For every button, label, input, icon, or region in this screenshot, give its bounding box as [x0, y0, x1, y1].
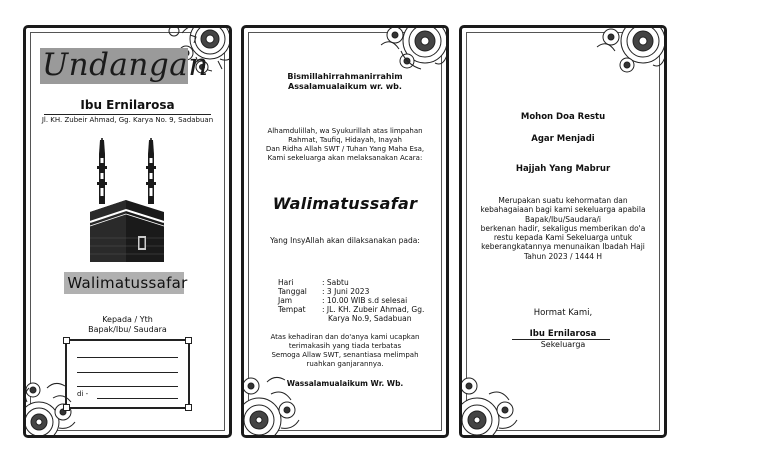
event-details [278, 278, 446, 323]
recipient-address-box [65, 339, 190, 409]
honor-line: Bapak/Ibu/Saudara/i [525, 214, 601, 224]
address-prefix: di - [77, 390, 89, 398]
day-value: : Sabtu [322, 278, 349, 287]
invitation-cover-card [23, 25, 232, 438]
intro-paragraph [244, 127, 446, 163]
host-address: Jl. KH. Zubeir Ahmad, Gg. Karya No. 9, Sadabuan [41, 116, 214, 124]
honor-line: Tahun 2023 / 1444 H [523, 251, 603, 261]
honor-paragraph [462, 196, 664, 261]
prayer-request-heading: Mohon Doa Restu [520, 112, 606, 122]
honor-line: keberangkatannya menunaikan Ibadah Haji [481, 242, 645, 252]
host-name: Ibu Ernilarosa [80, 98, 175, 112]
address-line [77, 386, 178, 387]
honor-line: berkenan hadir, sekaligus memberikan do'a [480, 223, 646, 233]
thanks-line: Atas kehadiran dan do'anya kami ucapkan [270, 333, 420, 341]
held-on-text: Yang InsyAllah akan dilaksanakan pada: [270, 236, 420, 245]
prayer-request-sub: Agar Menjadi [531, 134, 595, 144]
recipient-sub-label: Bapak/Ibu/ Saudara [88, 325, 167, 334]
mandala-ornament-icon [241, 360, 307, 438]
thanks-line: ruahkan ganjarannya. [306, 360, 384, 368]
recipient-label: Kepada / Yth [102, 315, 153, 324]
closing-salam: Wassalamualaikum Wr. Wb. [286, 379, 404, 388]
invitation-back-card [459, 25, 667, 438]
thanks-line: Semoga Allaw SWT, senantiasa melimpah [271, 351, 419, 359]
basmalah-text: Bismillahirrahmanirrahim [287, 72, 403, 81]
regards-text: Hormat Kami, [533, 308, 593, 318]
honor-line: kebahagaiaan bagi kami sekeluarga apabila [480, 205, 646, 215]
thanks-paragraph [244, 333, 446, 369]
time-value: : 10.00 WIB s.d selesai [322, 296, 408, 305]
intro-line: Rahmat, Taufiq, Hidayah, Inayah [288, 136, 402, 144]
signer-name: Ibu Ernilarosa [529, 329, 597, 339]
mandala-ornament-icon [589, 25, 667, 79]
address-line [97, 398, 178, 399]
intro-line: Alhamdulillah, wa Syukurillah atas limpahan [267, 127, 423, 135]
address-line [77, 372, 178, 373]
prayer-request-target: Hajjah Yang Mabrur [515, 164, 611, 174]
mandala-ornament-icon [371, 25, 449, 77]
kaaba-icon [86, 138, 168, 264]
event-name: Walimatussafar [67, 274, 188, 292]
honor-line: restu kepada Kami Sekeluarga untuk [493, 233, 633, 243]
address-line [77, 357, 178, 358]
salam-text: Assalamualaikum wr. wb. [288, 82, 402, 91]
honor-line: Merupakan suatu kehormatan dan [498, 196, 628, 205]
mandala-ornament-icon [459, 358, 525, 438]
intro-line: Kami sekeluarga akan melaksanakan Acara: [267, 154, 423, 162]
event-name-heading: Walimatussafar [272, 194, 418, 213]
host-divider [44, 114, 211, 115]
intro-line: Dan Ridha Allah SWT / Tuhan Yang Maha Esa, [265, 145, 425, 153]
opening-greeting [244, 72, 446, 92]
thanks-line: terimakasih yang tiada terbatas [288, 342, 402, 350]
place-value-continued: Karya No.9, Sadabuan [328, 314, 412, 323]
signer-role: Sekeluarga [540, 340, 586, 349]
place-label: Tempat [278, 305, 306, 314]
time-label: Jam [278, 296, 293, 305]
date-label: Tanggal [278, 287, 307, 296]
invitation-inner-card [241, 25, 449, 438]
date-value: : 3 Juni 2023 [322, 287, 370, 296]
invitation-title: Undangan [42, 47, 209, 83]
place-value: : JL. KH. Zubeir Ahmad, Gg. [322, 305, 425, 314]
day-label: Hari [278, 278, 294, 287]
